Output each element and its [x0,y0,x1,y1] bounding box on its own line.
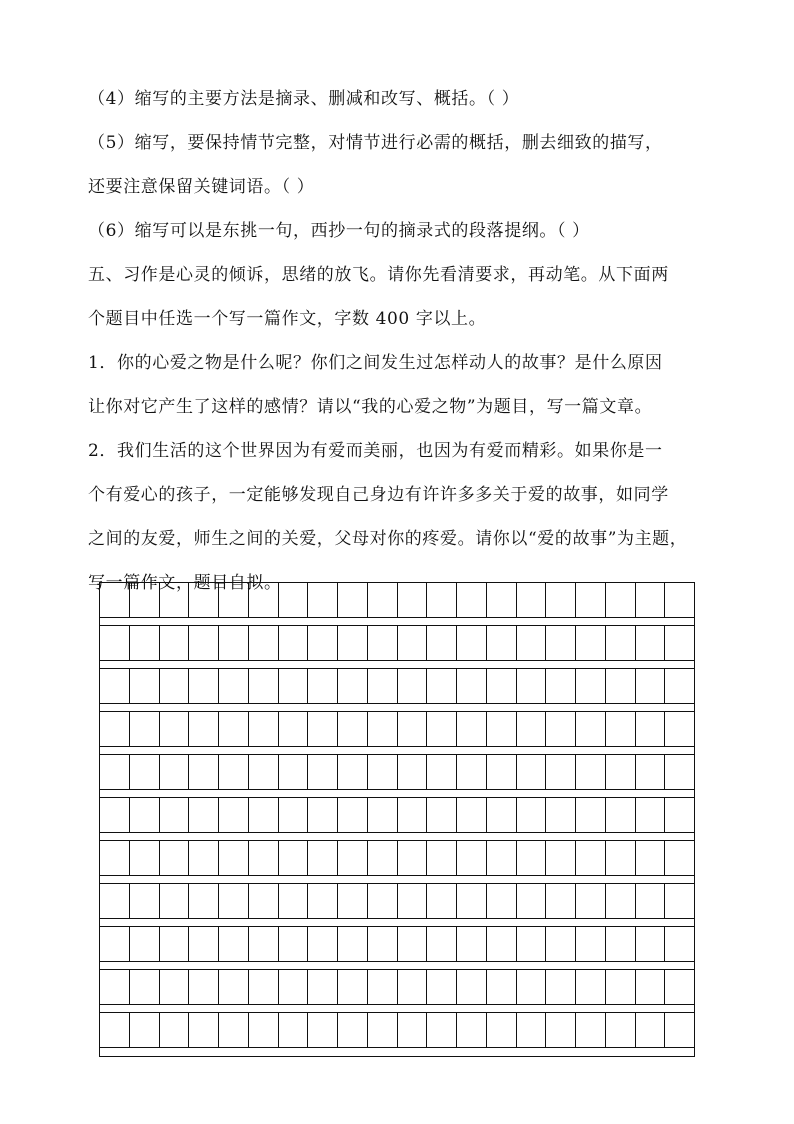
grid-cell[interactable] [636,755,666,789]
grid-cell[interactable] [546,970,576,1004]
grid-cell[interactable] [249,626,279,660]
grid-cell[interactable] [100,583,130,617]
grid-cell[interactable] [517,583,547,617]
grid-gap-line [100,703,694,704]
grid-cell[interactable] [100,626,130,660]
grid-cell[interactable] [338,755,368,789]
grid-cell[interactable] [665,841,694,875]
grid-cell[interactable] [576,712,606,746]
essay-topic-2-line-2: 个有爱心的孩子，一定能够发现自己身边有许许多多关于爱的故事，如同学 [88,485,669,505]
grid-cell[interactable] [338,798,368,832]
grid-gap-line [100,918,694,919]
grid-cell[interactable] [130,841,160,875]
grid-gap-line [100,660,694,661]
grid-cell[interactable] [189,712,219,746]
grid-cell[interactable] [517,626,547,660]
grid-cell[interactable] [398,626,428,660]
grid-cell[interactable] [665,712,694,746]
grid-cell[interactable] [100,970,130,1004]
grid-cell[interactable] [130,626,160,660]
grid-cell[interactable] [160,755,190,789]
grid-gap-line [100,961,694,962]
grid-cell[interactable] [279,712,309,746]
essay-topic-2-line-1: 2．我们生活的这个世界因为有爱而美丽，也因为有爱而精彩。如果你是一 [88,441,663,461]
grid-cell[interactable] [487,583,517,617]
grid-cell[interactable] [160,669,190,703]
grid-cell[interactable] [368,583,398,617]
grid-cell[interactable] [398,583,428,617]
grid-cell[interactable] [398,712,428,746]
grid-cell[interactable] [249,669,279,703]
grid-cell[interactable] [546,583,576,617]
grid-cell[interactable] [636,626,666,660]
grid-cell[interactable] [338,626,368,660]
grid-cell[interactable] [100,755,130,789]
grid-cell[interactable] [279,669,309,703]
grid-cell[interactable] [606,1013,636,1047]
grid-cell[interactable] [606,884,636,918]
grid-cell[interactable] [160,798,190,832]
grid-cell[interactable] [487,798,517,832]
grid-row [100,969,694,1004]
grid-cell[interactable] [665,798,694,832]
grid-cell[interactable] [517,669,547,703]
grid-cell[interactable] [308,583,338,617]
grid-cell[interactable] [398,798,428,832]
grid-cell[interactable] [398,669,428,703]
grid-cell[interactable] [189,626,219,660]
grid-cell[interactable] [457,755,487,789]
grid-cell[interactable] [160,927,190,961]
grid-cell[interactable] [219,669,249,703]
grid-cell[interactable] [338,927,368,961]
grid-cell[interactable] [457,712,487,746]
question-5-statement-line-2: 还要注意保留关键词语。（ ） [88,177,315,197]
grid-cell[interactable] [665,626,694,660]
grid-cell[interactable] [457,626,487,660]
grid-cell[interactable] [308,1013,338,1047]
grid-cell[interactable] [279,755,309,789]
grid-cell[interactable] [368,712,398,746]
grid-cell[interactable] [308,841,338,875]
grid-cell[interactable] [636,1013,666,1047]
grid-cell[interactable] [338,970,368,1004]
grid-cell[interactable] [517,841,547,875]
grid-cell[interactable] [457,927,487,961]
exam-text [88,88,708,616]
grid-cell[interactable] [308,884,338,918]
grid-cell[interactable] [576,755,606,789]
grid-row [100,625,694,660]
grid-gap-line [100,746,694,747]
grid-row [100,926,694,961]
grid-cell[interactable] [219,755,249,789]
grid-cell[interactable] [368,970,398,1004]
grid-cell[interactable] [665,970,694,1004]
grid-cell[interactable] [398,927,428,961]
essay-topic-2-line-3: 之间的友爱，师生之间的关爱，父母对你的疼爱。请你以“爱的故事”为主题， [88,529,688,549]
grid-row [100,840,694,875]
grid-cell[interactable] [398,970,428,1004]
grid-cell[interactable] [457,884,487,918]
grid-cell[interactable] [100,927,130,961]
grid-cell[interactable] [457,669,487,703]
grid-cell[interactable] [487,755,517,789]
grid-cell[interactable] [130,970,160,1004]
grid-gap-line [100,1047,694,1048]
grid-cell[interactable] [576,798,606,832]
grid-cell[interactable] [160,841,190,875]
question-4-statement: （4）缩写的主要方法是摘录、删减和改写、概括。（ ） [88,89,520,109]
grid-row [100,711,694,746]
grid-row [100,754,694,789]
grid-cell[interactable] [457,970,487,1004]
grid-cell[interactable] [546,1013,576,1047]
section-5-instructions-line-1: 五、习作是心灵的倾诉，思绪的放飞。请你先看清要求，再动笔。从下面两 [88,265,669,285]
grid-cell[interactable] [249,927,279,961]
grid-cell[interactable] [249,755,279,789]
grid-cell[interactable] [160,712,190,746]
grid-cell[interactable] [338,583,368,617]
grid-cell[interactable] [487,884,517,918]
grid-cell[interactable] [368,841,398,875]
grid-cell[interactable] [606,669,636,703]
grid-cell[interactable] [606,970,636,1004]
grid-cell[interactable] [427,1013,457,1047]
grid-cell[interactable] [100,798,130,832]
question-5-statement-line-1: （5）缩写，要保持情节完整，对情节进行必需的概括，删去细致的描写， [88,133,663,153]
grid-cell[interactable] [427,841,457,875]
grid-cell[interactable] [249,884,279,918]
grid-cell[interactable] [130,927,160,961]
grid-cell[interactable] [427,970,457,1004]
grid-cell[interactable] [398,841,428,875]
grid-cell[interactable] [606,755,636,789]
grid-cell[interactable] [189,927,219,961]
grid-cell[interactable] [457,1013,487,1047]
grid-cell[interactable] [546,755,576,789]
grid-cell[interactable] [636,841,666,875]
grid-cell[interactable] [487,669,517,703]
grid-cell[interactable] [308,798,338,832]
grid-cell[interactable] [368,755,398,789]
grid-cell[interactable] [665,583,694,617]
grid-cell[interactable] [130,712,160,746]
grid-cell[interactable] [338,712,368,746]
grid-cell[interactable] [546,798,576,832]
grid-cell[interactable] [576,841,606,875]
grid-cell[interactable] [517,712,547,746]
grid-cell[interactable] [130,755,160,789]
grid-cell[interactable] [279,798,309,832]
grid-cell[interactable] [546,841,576,875]
grid-gap-line [100,617,694,618]
grid-cell[interactable] [219,798,249,832]
grid-cell[interactable] [338,884,368,918]
essay-topic-2-line-4: 写一篇作文，题目自拟。 [88,573,282,593]
essay-topic-1-line-1: 1．你的心爱之物是什么呢？你们之间发生过怎样动人的故事？是什么原因 [88,353,663,373]
grid-cell[interactable] [279,927,309,961]
grid-cell[interactable] [130,669,160,703]
grid-cell[interactable] [427,927,457,961]
grid-cell[interactable] [219,626,249,660]
grid-cell[interactable] [189,583,219,617]
section-5-instructions-line-2: 个题目中任选一个写一篇作文，字数 400 字以上。 [88,309,487,329]
grid-cell[interactable] [665,669,694,703]
grid-cell[interactable] [487,626,517,660]
grid-cell[interactable] [189,841,219,875]
grid-cell[interactable] [636,798,666,832]
grid-cell[interactable] [130,1013,160,1047]
grid-cell[interactable] [130,884,160,918]
grid-cell[interactable] [249,798,279,832]
grid-cell[interactable] [665,1013,694,1047]
grid-row [100,797,694,832]
grid-cell[interactable] [576,669,606,703]
grid-cell[interactable] [427,626,457,660]
grid-cell[interactable] [308,669,338,703]
grid-cell[interactable] [189,669,219,703]
grid-cell[interactable] [308,712,338,746]
grid-cell[interactable] [189,798,219,832]
grid-cell[interactable] [517,798,547,832]
grid-cell[interactable] [427,712,457,746]
grid-cell[interactable] [219,583,249,617]
grid-cell[interactable] [279,970,309,1004]
grid-cell[interactable] [249,841,279,875]
grid-cell[interactable] [665,927,694,961]
grid-cell[interactable] [189,1013,219,1047]
grid-cell[interactable] [546,669,576,703]
grid-cell[interactable] [368,927,398,961]
grid-cell[interactable] [427,798,457,832]
grid-cell[interactable] [279,626,309,660]
grid-cell[interactable] [427,755,457,789]
grid-cell[interactable] [219,1013,249,1047]
grid-cell[interactable] [398,1013,428,1047]
grid-gap-line [100,875,694,876]
grid-gap-line [100,1004,694,1005]
grid-cell[interactable] [576,1013,606,1047]
question-6-statement: （6）缩写可以是东挑一句，西抄一句的摘录式的段落提纲。（ ） [88,221,590,241]
grid-cell[interactable] [279,884,309,918]
grid-cell[interactable] [606,841,636,875]
grid-cell[interactable] [189,970,219,1004]
grid-cell[interactable] [546,927,576,961]
grid-cell[interactable] [368,798,398,832]
grid-cell[interactable] [546,712,576,746]
grid-cell[interactable] [368,626,398,660]
grid-cell[interactable] [517,884,547,918]
grid-cell[interactable] [576,583,606,617]
grid-cell[interactable] [576,927,606,961]
grid-cell[interactable] [636,583,666,617]
grid-cell[interactable] [606,712,636,746]
grid-cell[interactable] [249,583,279,617]
grid-cell[interactable] [219,884,249,918]
grid-cell[interactable] [487,841,517,875]
grid-cell[interactable] [636,884,666,918]
grid-cell[interactable] [100,884,130,918]
grid-cell[interactable] [517,970,547,1004]
grid-cell[interactable] [219,970,249,1004]
grid-cell[interactable] [457,841,487,875]
grid-cell[interactable] [636,927,666,961]
grid-row [100,1012,694,1047]
grid-cell[interactable] [427,884,457,918]
grid-cell[interactable] [249,970,279,1004]
grid-cell[interactable] [457,798,487,832]
grid-cell[interactable] [219,927,249,961]
grid-cell[interactable] [308,755,338,789]
grid-cell[interactable] [130,583,160,617]
grid-cell[interactable] [130,798,160,832]
grid-cell[interactable] [576,626,606,660]
grid-cell[interactable] [457,583,487,617]
grid-cell[interactable] [606,927,636,961]
grid-cell[interactable] [308,927,338,961]
essay-topic-1-line-2: 让你对它产生了这样的感情？请以“我的心爱之物”为题目，写一篇文章。 [88,397,653,417]
grid-cell[interactable] [576,884,606,918]
grid-gap-line [100,832,694,833]
grid-cell[interactable] [160,583,190,617]
grid-cell[interactable] [398,884,428,918]
grid-cell[interactable] [189,884,219,918]
grid-row [100,668,694,703]
composition-writing-grid[interactable] [99,582,695,1057]
grid-cell[interactable] [338,1013,368,1047]
grid-cell[interactable] [546,884,576,918]
grid-cell[interactable] [487,712,517,746]
grid-cell[interactable] [606,798,636,832]
grid-cell[interactable] [160,884,190,918]
grid-cell[interactable] [487,1013,517,1047]
grid-cell[interactable] [160,1013,190,1047]
grid-cell[interactable] [517,1013,547,1047]
grid-cell[interactable] [546,626,576,660]
grid-cell[interactable] [368,1013,398,1047]
grid-cell[interactable] [517,927,547,961]
grid-cell[interactable] [427,583,457,617]
grid-cell[interactable] [636,970,666,1004]
grid-cell[interactable] [487,970,517,1004]
grid-cell[interactable] [665,884,694,918]
grid-cell[interactable] [338,841,368,875]
grid-cell[interactable] [398,755,428,789]
grid-cell[interactable] [636,669,666,703]
grid-cell[interactable] [189,755,219,789]
grid-cell[interactable] [636,712,666,746]
grid-cell[interactable] [606,583,636,617]
grid-cell[interactable] [100,712,130,746]
grid-gap-line [100,789,694,790]
grid-cell[interactable] [308,970,338,1004]
grid-cell[interactable] [368,884,398,918]
grid-cell[interactable] [100,669,130,703]
grid-cell[interactable] [100,841,130,875]
grid-cell[interactable] [517,755,547,789]
grid-cell[interactable] [160,970,190,1004]
grid-cell[interactable] [338,669,368,703]
grid-row [100,883,694,918]
grid-cell[interactable] [427,669,457,703]
grid-cell[interactable] [308,626,338,660]
grid-cell[interactable] [665,755,694,789]
grid-cell[interactable] [279,841,309,875]
grid-row [100,582,694,617]
grid-cell[interactable] [160,626,190,660]
grid-cell[interactable] [279,583,309,617]
grid-cell[interactable] [219,712,249,746]
grid-cell[interactable] [249,1013,279,1047]
grid-cell[interactable] [576,970,606,1004]
grid-cell[interactable] [100,1013,130,1047]
grid-cell[interactable] [606,626,636,660]
grid-cell[interactable] [279,1013,309,1047]
grid-cell[interactable] [219,841,249,875]
grid-cell[interactable] [487,927,517,961]
grid-cell[interactable] [368,669,398,703]
grid-cell[interactable] [249,712,279,746]
